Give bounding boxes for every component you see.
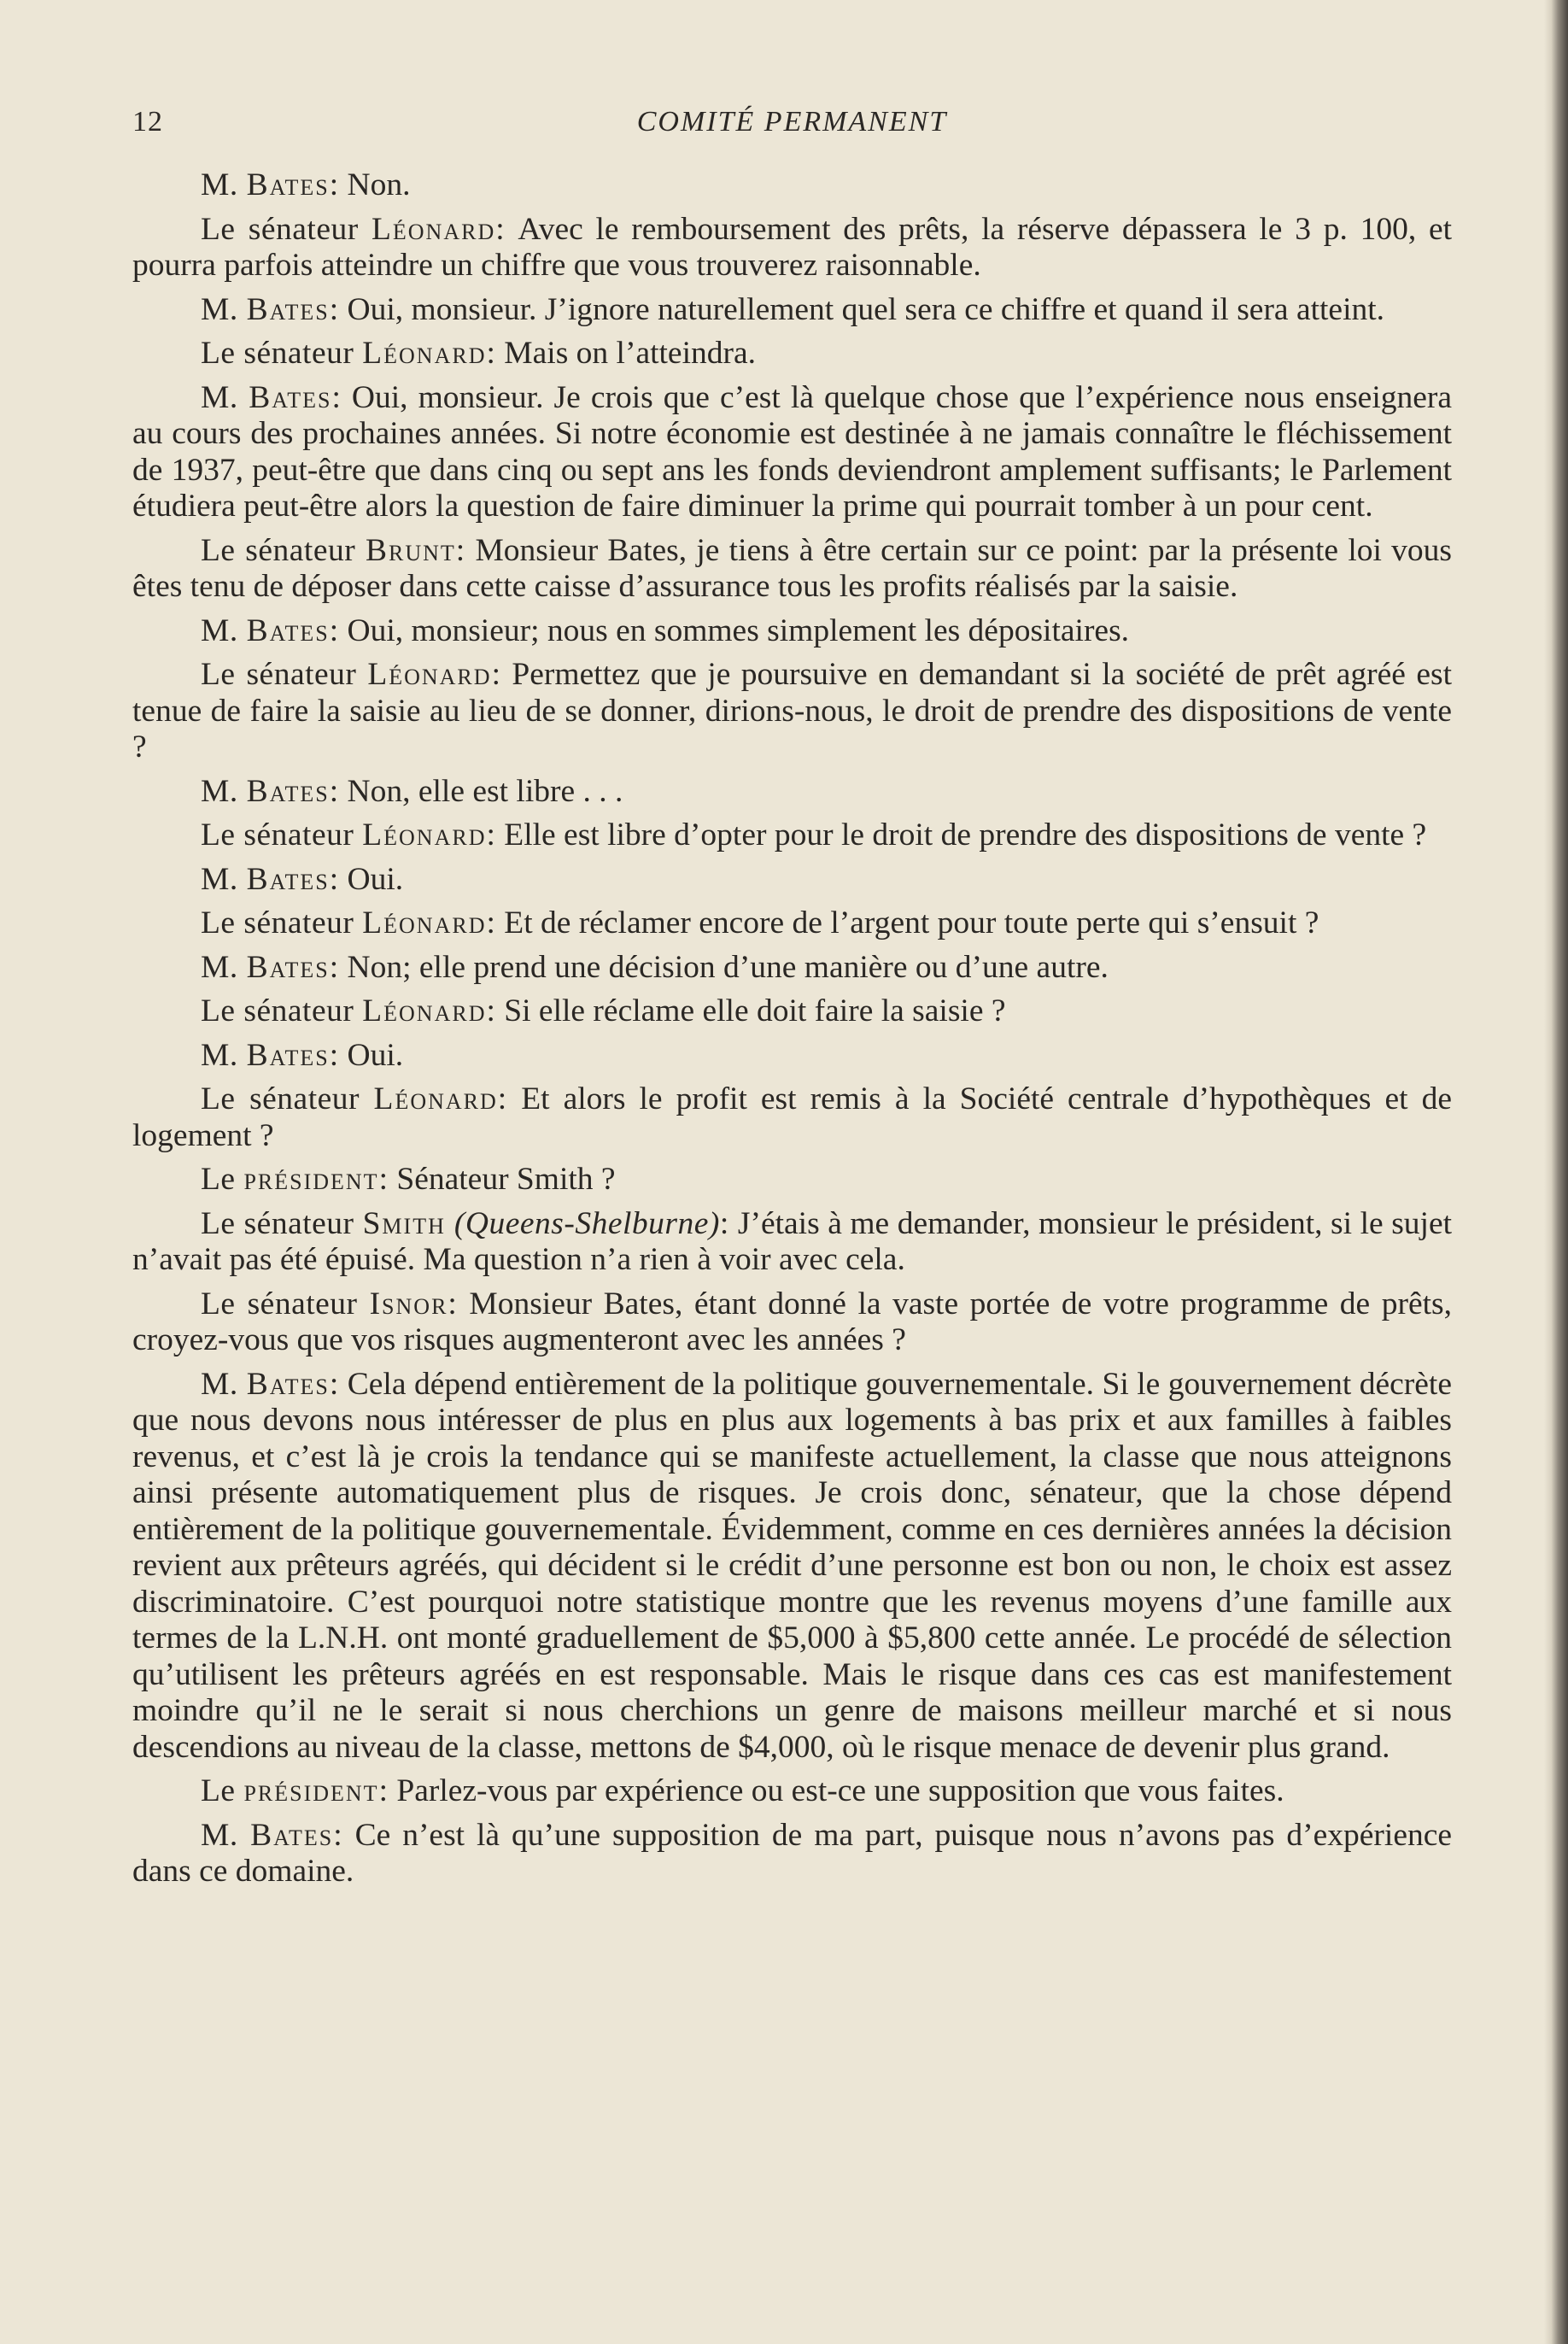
speaker-prefix: Le sénateur xyxy=(201,657,368,692)
speech-text: J’étais à me demander, monsieur le président, si le sujet n’avait pas été épuisé. Ma question n’a rien à voir avec cela. xyxy=(132,1205,1453,1277)
speaker-prefix: Le sénateur xyxy=(201,532,366,568)
transcript-paragraph xyxy=(132,817,1452,854)
speech-text: Avec le remboursement des prêts, la réserve dépassera le 3 p. 100, et pourra parfois atteindre un chiffre que vous trouverez raisonnable. xyxy=(132,211,1453,283)
transcript-paragraph xyxy=(132,657,1452,766)
speech-text: Oui, monsieur. J’ignore naturellement quel sera ce chiffre et quand il sera atteint. xyxy=(347,291,1385,327)
speech-text: Non. xyxy=(347,167,411,202)
speaker-name: Smith xyxy=(362,1205,446,1241)
speaker-label xyxy=(201,1286,469,1321)
speech-text: Et de réclamer encore de l’argent pour toute perte qui s’ensuit ? xyxy=(504,905,1319,941)
page-binding-edge xyxy=(1544,0,1568,2344)
speaker-colon: : xyxy=(491,657,512,692)
speaker-name: Isnor xyxy=(369,1286,448,1321)
speaker-name: Léonard xyxy=(362,817,487,853)
speaker-name: Bates xyxy=(246,773,330,809)
speaker-prefix: Le sénateur xyxy=(201,211,372,247)
speaker-name: Bates xyxy=(246,1366,330,1402)
transcript-paragraph xyxy=(132,380,1452,525)
page-header xyxy=(132,106,1452,149)
speaker-label xyxy=(201,993,504,1028)
speaker-colon: : xyxy=(329,773,348,809)
speaker-name: Brunt xyxy=(365,532,456,568)
speaker-name: Léonard xyxy=(362,336,487,371)
speaker-prefix: M. xyxy=(201,167,247,202)
speaker-prefix: Le sénateur xyxy=(201,817,363,853)
speaker-label xyxy=(201,336,504,371)
speaker-name: Bates xyxy=(250,1817,334,1853)
speaker-prefix: Le sénateur xyxy=(201,336,363,371)
speaker-label xyxy=(201,774,348,809)
speech-text: Non, elle est libre . . . xyxy=(347,773,623,809)
speaker-colon: : xyxy=(378,1162,397,1197)
speaker-colon: : xyxy=(329,1037,348,1073)
transcript-body xyxy=(132,167,1452,1898)
speaker-riding: (Queens-Shelburne) xyxy=(453,1205,720,1241)
speaker-name: Bates xyxy=(246,612,330,648)
speaker-label xyxy=(201,292,348,327)
speaker-prefix: M. xyxy=(201,861,247,897)
speech-text: Non; elle prend une décision d’une manière ou d’une autre. xyxy=(347,949,1109,985)
speech-text: Et alors le profit est remis à la Société centrale d’hypothèques et de logement ? xyxy=(132,1081,1453,1153)
speaker-prefix: Le sénateur xyxy=(201,905,363,941)
speaker-label xyxy=(201,950,348,985)
speaker-colon: : xyxy=(333,1817,355,1853)
speaker-colon: : xyxy=(329,612,348,648)
speaker-colon: : xyxy=(486,993,505,1028)
speech-text: Oui, monsieur. Je crois que c’est là quelque chose que l’expérience nous enseignera au cours des prochaines années. Si notre économie est destinée à ne jamais connaître le fléchissement de 1937, peut-être que dans cinq ou sept ans les fonds deviendront amplement suffisants; le Parlement étudiera peut-être alors la question de faire diminuer la prime qui pourrait tomber à un pour cent. xyxy=(132,379,1453,524)
page-number: 12 xyxy=(132,106,163,138)
speaker-name: Bates xyxy=(249,379,332,415)
transcript-paragraph xyxy=(132,1081,1452,1154)
speech-text: Cela dépend entièrement de la politique gouvernementale. Si le gouvernement décrète que nous devons nous intéresser de plus en plus aux logements à bas prix et aux familles à faibles revenus, et c’est là je crois la tendance qui se manifeste actuellement, la classe que nous atteignons ainsi présente automatiquement plus de risques. Je crois donc, sénateur, que la chose dépend entièrement de la politique gouvernementale. Évidemment, comme en ces dernières années la décision revient aux prêteurs agréés, qui décident si le crédit d’une personne est bon ou non, le choix est assez discriminatoire. C’est pourquoi notre statistique montre que les revenus moyens d’une famille aux termes de la L.N.H. ont monté graduellement de $5,000 à $5,800 cette année. Le procédé de sélection qu’utilisent les prêteurs agréés en est responsable. Mais le risque dans ces cas est manifestement moindre qu’il ne le serait si nous cherchions un genre de maisons meilleur marché et si nous descendions au niveau de la classe, mettons de $4,000, où le risque menace de devenir plus grand. xyxy=(132,1366,1452,1765)
transcript-paragraph xyxy=(132,774,1452,811)
transcript-paragraph xyxy=(132,862,1452,899)
transcript-paragraph xyxy=(132,1367,1452,1767)
speaker-label xyxy=(201,1206,738,1241)
transcript-paragraph xyxy=(132,905,1452,942)
speech-text: Si elle réclame elle doit faire la saisie ? xyxy=(504,993,1006,1028)
speaker-name: Léonard xyxy=(362,905,487,941)
speaker-colon: : xyxy=(331,379,352,415)
speaker-colon: : xyxy=(486,905,505,941)
transcript-paragraph xyxy=(132,1162,1452,1198)
speaker-name: Bates xyxy=(246,291,330,327)
speaker-prefix: Le sénateur xyxy=(201,993,363,1028)
speech-text: Monsieur Bates, je tiens à être certain sur ce point: par la présente loi vous êtes tenu de déposer dans cette caisse d’assurance tous les profits réalisés par la saisie. xyxy=(132,532,1452,604)
transcript-paragraph xyxy=(132,1038,1452,1075)
speaker-colon: : xyxy=(486,817,505,853)
speaker-name: Léonard xyxy=(362,993,487,1028)
speaker-prefix: M. xyxy=(201,773,247,809)
speaker-label xyxy=(201,817,504,853)
speaker-prefix: Le xyxy=(201,1773,244,1808)
speaker-prefix: Le sénateur xyxy=(201,1081,374,1116)
speaker-label xyxy=(201,1773,396,1808)
speaker-label xyxy=(201,1367,348,1402)
speaker-label xyxy=(201,862,348,897)
speaker-label xyxy=(201,380,352,415)
speech-text: Oui. xyxy=(347,861,404,897)
speaker-prefix: M. xyxy=(201,612,247,648)
speaker-prefix: M. xyxy=(201,291,247,327)
transcript-paragraph xyxy=(132,613,1452,650)
speaker-label xyxy=(201,167,348,202)
speaker-prefix: Le sénateur xyxy=(201,1205,363,1241)
speech-text: Parlez-vous par expérience ou est-ce une supposition que vous faites. xyxy=(396,1773,1284,1808)
transcript-paragraph xyxy=(132,533,1452,606)
speaker-name: Bates xyxy=(246,949,330,985)
speech-text: Mais on l’atteindra. xyxy=(504,336,756,371)
speaker-colon: : xyxy=(329,949,348,985)
transcript-paragraph xyxy=(132,1773,1452,1810)
speaker-label xyxy=(201,1162,396,1197)
speaker-label xyxy=(201,212,518,247)
transcript-paragraph xyxy=(132,1206,1452,1279)
speaker-colon: : xyxy=(329,167,348,202)
speaker-name: Léonard xyxy=(371,211,496,247)
speaker-label xyxy=(201,657,512,692)
speaker-prefix: M. xyxy=(201,1366,247,1402)
speaker-name: président xyxy=(243,1162,379,1197)
speaker-label xyxy=(201,533,475,568)
speaker-colon: : xyxy=(486,336,505,371)
speaker-prefix: Le xyxy=(201,1162,244,1197)
speaker-label xyxy=(201,613,348,648)
speaker-label xyxy=(201,1038,348,1073)
speaker-colon: : xyxy=(497,1081,522,1116)
transcript-paragraph xyxy=(132,950,1452,987)
speaker-colon: : xyxy=(448,1286,470,1321)
speech-text: Elle est libre d’opter pour le droit de prendre des dispositions de vente ? xyxy=(504,817,1427,853)
speaker-name: Bates xyxy=(246,1037,330,1073)
speaker-name: Léonard xyxy=(373,1081,498,1116)
speaker-prefix: M. xyxy=(201,1037,247,1073)
speaker-colon: : xyxy=(329,861,348,897)
transcript-paragraph xyxy=(132,1286,1452,1359)
speech-text: Oui, monsieur; nous en sommes simplement les dépositaires. xyxy=(347,612,1130,648)
speech-text: Permettez que je poursuive en demandant si la société de prêt agréé est tenue de faire la saisie au lieu de se donner, dirions-nous, le droit de prendre des dispositions de vente ? xyxy=(132,657,1453,765)
speaker-prefix: M. xyxy=(201,1817,251,1853)
speaker-prefix: Le sénateur xyxy=(201,1286,370,1321)
transcript-paragraph xyxy=(132,336,1452,372)
speech-text: Monsieur Bates, étant donné la vaste portée de votre programme de prêts, croyez-vous que vos risques augmenteront avec les années ? xyxy=(132,1286,1453,1357)
speaker-label xyxy=(201,905,504,941)
running-title: COMITÉ PERMANENT xyxy=(636,106,948,138)
speaker-colon: : xyxy=(378,1773,397,1808)
speaker-prefix: M. xyxy=(201,949,247,985)
transcript-paragraph xyxy=(132,167,1452,204)
speaker-name: Léonard xyxy=(367,657,492,692)
speaker-name: Bates xyxy=(246,861,330,897)
speaker-colon: : xyxy=(495,211,518,247)
speaker-colon: : xyxy=(329,291,348,327)
speaker-label xyxy=(201,1818,355,1853)
speaker-label xyxy=(201,1081,521,1116)
speaker-name: Bates xyxy=(246,167,330,202)
transcript-paragraph xyxy=(132,292,1452,329)
transcript-paragraph xyxy=(132,212,1452,284)
speaker-name: président xyxy=(243,1773,379,1808)
speech-text: Ce n’est là qu’une supposition de ma part, puisque nous n’avons pas d’expérience dans ce domaine. xyxy=(132,1817,1453,1889)
speech-text: Sénateur Smith ? xyxy=(396,1162,616,1197)
speech-text: Oui. xyxy=(347,1037,404,1073)
speaker-prefix: M. xyxy=(201,379,249,415)
speaker-colon: : xyxy=(719,1205,738,1241)
speaker-colon: : xyxy=(329,1366,348,1402)
transcript-paragraph xyxy=(132,1818,1452,1890)
transcript-paragraph xyxy=(132,993,1452,1030)
speaker-colon: : xyxy=(455,532,476,568)
